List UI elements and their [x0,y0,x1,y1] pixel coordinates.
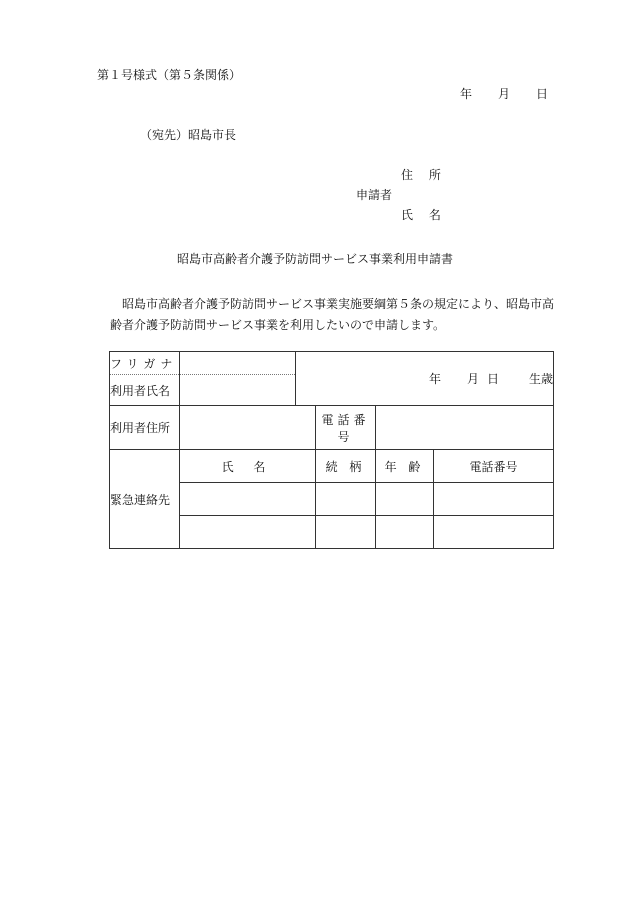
emergency-name-header: 氏 名 [180,450,316,483]
emergency-age-input[interactable] [376,483,434,516]
emergency-relation-header: 続 柄 [316,450,376,483]
birth-day: 日 [487,372,500,386]
phone-input[interactable] [376,406,554,450]
document-title: 昭島市高齢者介護予防訪問サービス事業利用申請書 [176,252,453,266]
birth-year: 年 [429,372,442,386]
user-address-label: 利用者住所 [110,406,180,450]
furigana-label: フリガナ [110,352,180,375]
birth-age: 歳 [541,372,554,386]
emergency-contact-label: 緊急連絡先 [110,450,180,549]
user-name-input[interactable] [180,375,296,406]
user-name-label: 利用者氏名 [110,375,180,406]
birth-month: 月 [467,372,480,386]
emergency-phone-header: 電話番号 [434,450,554,483]
addressee: （宛先）昭島市長 [140,128,237,142]
emergency-relation-input[interactable] [316,516,376,549]
date-year: 年 [460,87,473,101]
applicant-label: 申請者 [356,188,393,202]
date-month: 月 [498,87,511,101]
emergency-relation-input[interactable] [316,483,376,516]
body-text: 昭島市高齢者介護予防訪問サービス事業実施要綱第５条の規定により、昭島市高齢者介護予防訪問サービス事業を利用したいので申請します。 [110,297,555,332]
emergency-phone-input[interactable] [434,483,554,516]
phone-label: 電話番号 [316,406,376,450]
date-day: 日 [536,87,549,101]
emergency-phone-input[interactable] [434,516,554,549]
birthdate-field[interactable] [296,352,554,406]
application-table [109,351,554,549]
user-address-input[interactable] [180,406,316,450]
emergency-name-input[interactable] [180,516,316,549]
furigana-input[interactable] [180,352,296,375]
birth-born: 生 [529,372,542,386]
applicant-address-label: 住 所 [401,168,447,182]
applicant-name-label: 氏 名 [401,208,447,222]
emergency-age-header: 年 齢 [376,450,434,483]
form-number: 第１号様式（第５条関係） [97,68,242,82]
emergency-age-input[interactable] [376,516,434,549]
date-line [460,85,548,102]
emergency-name-input[interactable] [180,483,316,516]
